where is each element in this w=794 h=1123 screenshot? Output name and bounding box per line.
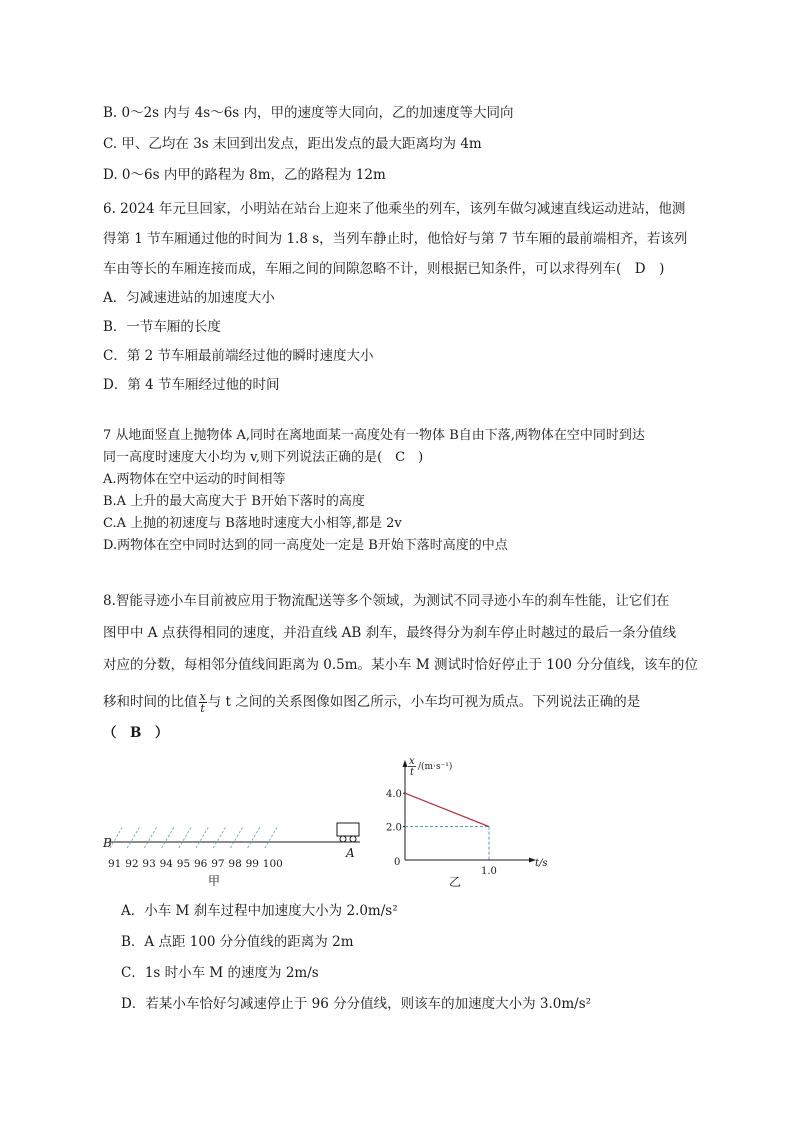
q6-option-d: D．第 4 节车厢经过他的时间 <box>103 377 280 393</box>
q6-option-a: A．匀减速进站的加速度大小 <box>103 290 275 306</box>
ratio-fraction <box>199 691 207 714</box>
q8-line4-pre: 移和时间的比值 <box>103 694 198 710</box>
score-line-91 <box>110 826 123 848</box>
score-line-99 <box>248 826 261 848</box>
score-label-93: 93 <box>142 858 156 870</box>
figure-jia-track <box>98 760 368 900</box>
q6-option-c: C．第 2 节车厢最前端经过他的瞬时速度大小 <box>103 348 374 364</box>
score-hatch-lines <box>110 826 278 848</box>
q8-answer: （ B ） <box>103 725 169 741</box>
y-tick-label-4.0: 4.0 <box>386 789 402 801</box>
q7-stem-line-1: 7 从地面竖直上抛物体 A,同时在离地面某一高度处有一物体 B自由下落,两物体在空中同时到达 <box>103 428 645 443</box>
q7-stem-line-2: 同一高度时速度大小均为 v,则下列说法正确的是( C ) <box>103 450 424 465</box>
q5-option-b: B. 0～2s 内与 4s～6s 内，甲的速度等大同向，乙的加速度等大同向 <box>103 105 514 121</box>
score-label-98: 98 <box>228 858 242 870</box>
score-line-97 <box>213 826 226 848</box>
ylabel-denominator: t <box>410 767 415 778</box>
q8-stem-line-3: 对应的分数，每相邻分值线间距离为 0.5m。某小车 M 测试时恰好停止于 100 分分值线，该车的位 <box>103 657 698 673</box>
point-b-label: B <box>103 836 112 850</box>
q6-option-b: B．一节车厢的长度 <box>103 319 221 335</box>
origin-label: 0 <box>394 857 401 868</box>
y-axis-arrow <box>403 760 408 767</box>
q6-stem-line-2: 得第 1 节车厢通过他的时间为 1.8 s，当列车静止时，他恰好与第 7 节车厢的最前端相齐，若该列 <box>103 231 688 247</box>
chart-marks <box>386 789 497 877</box>
score-label-92: 92 <box>125 858 139 870</box>
score-line-93 <box>144 826 157 848</box>
q8-option-a: A．小车 M 刹车过程中加速度大小为 2.0m/s² <box>121 903 398 919</box>
fraction-numerator: x <box>199 690 206 703</box>
figure-jia-caption: 甲 <box>208 874 221 888</box>
score-label-95: 95 <box>176 858 191 870</box>
score-line-92 <box>127 826 140 848</box>
score-labels <box>108 858 283 870</box>
y-axis-label <box>408 756 452 778</box>
q8-stem-line-4 <box>103 691 640 714</box>
y-tick-label-2.0: 2.0 <box>386 822 402 834</box>
score-label-97: 97 <box>211 858 225 870</box>
q5-option-c: C. 甲、乙均在 3s 末回到出发点，距出发点的最大距离均为 4m <box>103 136 482 152</box>
score-label-91: 91 <box>108 858 122 870</box>
figure-yi-chart <box>368 752 558 897</box>
q6-stem-line-1: 6. 2024 年元旦回家，小明站在站台上迎来了他乘坐的列车，该列车做匀减速直线运动进站，他测 <box>103 201 686 217</box>
q7-option-b: B.A 上升的最大高度大于 B开始下落时的高度 <box>103 494 365 509</box>
q7-option-a: A.两物体在空中运动的时间相等 <box>103 472 286 487</box>
fraction-denominator: t <box>200 702 205 715</box>
ylabel-numerator: x <box>409 756 415 767</box>
score-label-94: 94 <box>159 858 173 870</box>
q8-option-c: C．1s 时小车 M 的速度为 2m/s <box>121 965 319 981</box>
point-a-label: A <box>346 846 355 860</box>
score-line-96 <box>196 826 209 848</box>
x-tick-label-1.0: 1.0 <box>481 866 497 877</box>
ylabel-unit: /(m·s⁻¹) <box>418 762 453 772</box>
q8-option-d: D．若某小车恰好匀减速停止于 96 分分值线，则该车的加速度大小为 3.0m/s² <box>121 996 592 1012</box>
score-label-100: 100 <box>262 858 283 870</box>
q6-stem-line-3: 车由等长的车厢连接而成，车厢之间的间隙忽略不计，则根据已知条件，可以求得列车( D ) <box>103 261 665 277</box>
score-line-100 <box>265 826 278 848</box>
q7-option-c: C.A 上抛的初速度与 B落地时速度大小相等,都是 2v <box>103 516 402 531</box>
q5-option-d: D. 0～6s 内甲的路程为 8m，乙的路程为 12m <box>103 167 386 183</box>
x-axis-label: t/s <box>535 858 548 869</box>
q7-option-d: D.两物体在空中同时达到的同一高度处一定是 B开始下落时高度的中点 <box>103 538 508 553</box>
series-line <box>405 793 489 826</box>
q8-option-b: B．A 点距 100 分分值线的距离为 2m <box>121 934 354 950</box>
q8-stem-line-1: 8.智能寻迹小车目前被应用于物流配送等多个领域，为测试不同寻迹小车的刹车性能，让它们在 <box>103 593 670 609</box>
score-line-95 <box>179 826 192 848</box>
q8-line4-post: 与 t 之间的关系图像如图乙所示，小车均可视为质点。下列说法正确的是 <box>207 694 641 710</box>
score-label-99: 99 <box>245 858 259 870</box>
cart-icon <box>337 823 359 842</box>
score-line-94 <box>162 826 175 848</box>
figure-yi-caption: 乙 <box>449 875 462 889</box>
score-label-96: 96 <box>194 858 208 870</box>
q8-stem-line-2: 图甲中 A 点获得相同的速度，并沿直线 AB 刹车，最终得分为刹车停止时越过的最后一条分值线 <box>103 625 677 641</box>
score-line-98 <box>230 826 243 848</box>
